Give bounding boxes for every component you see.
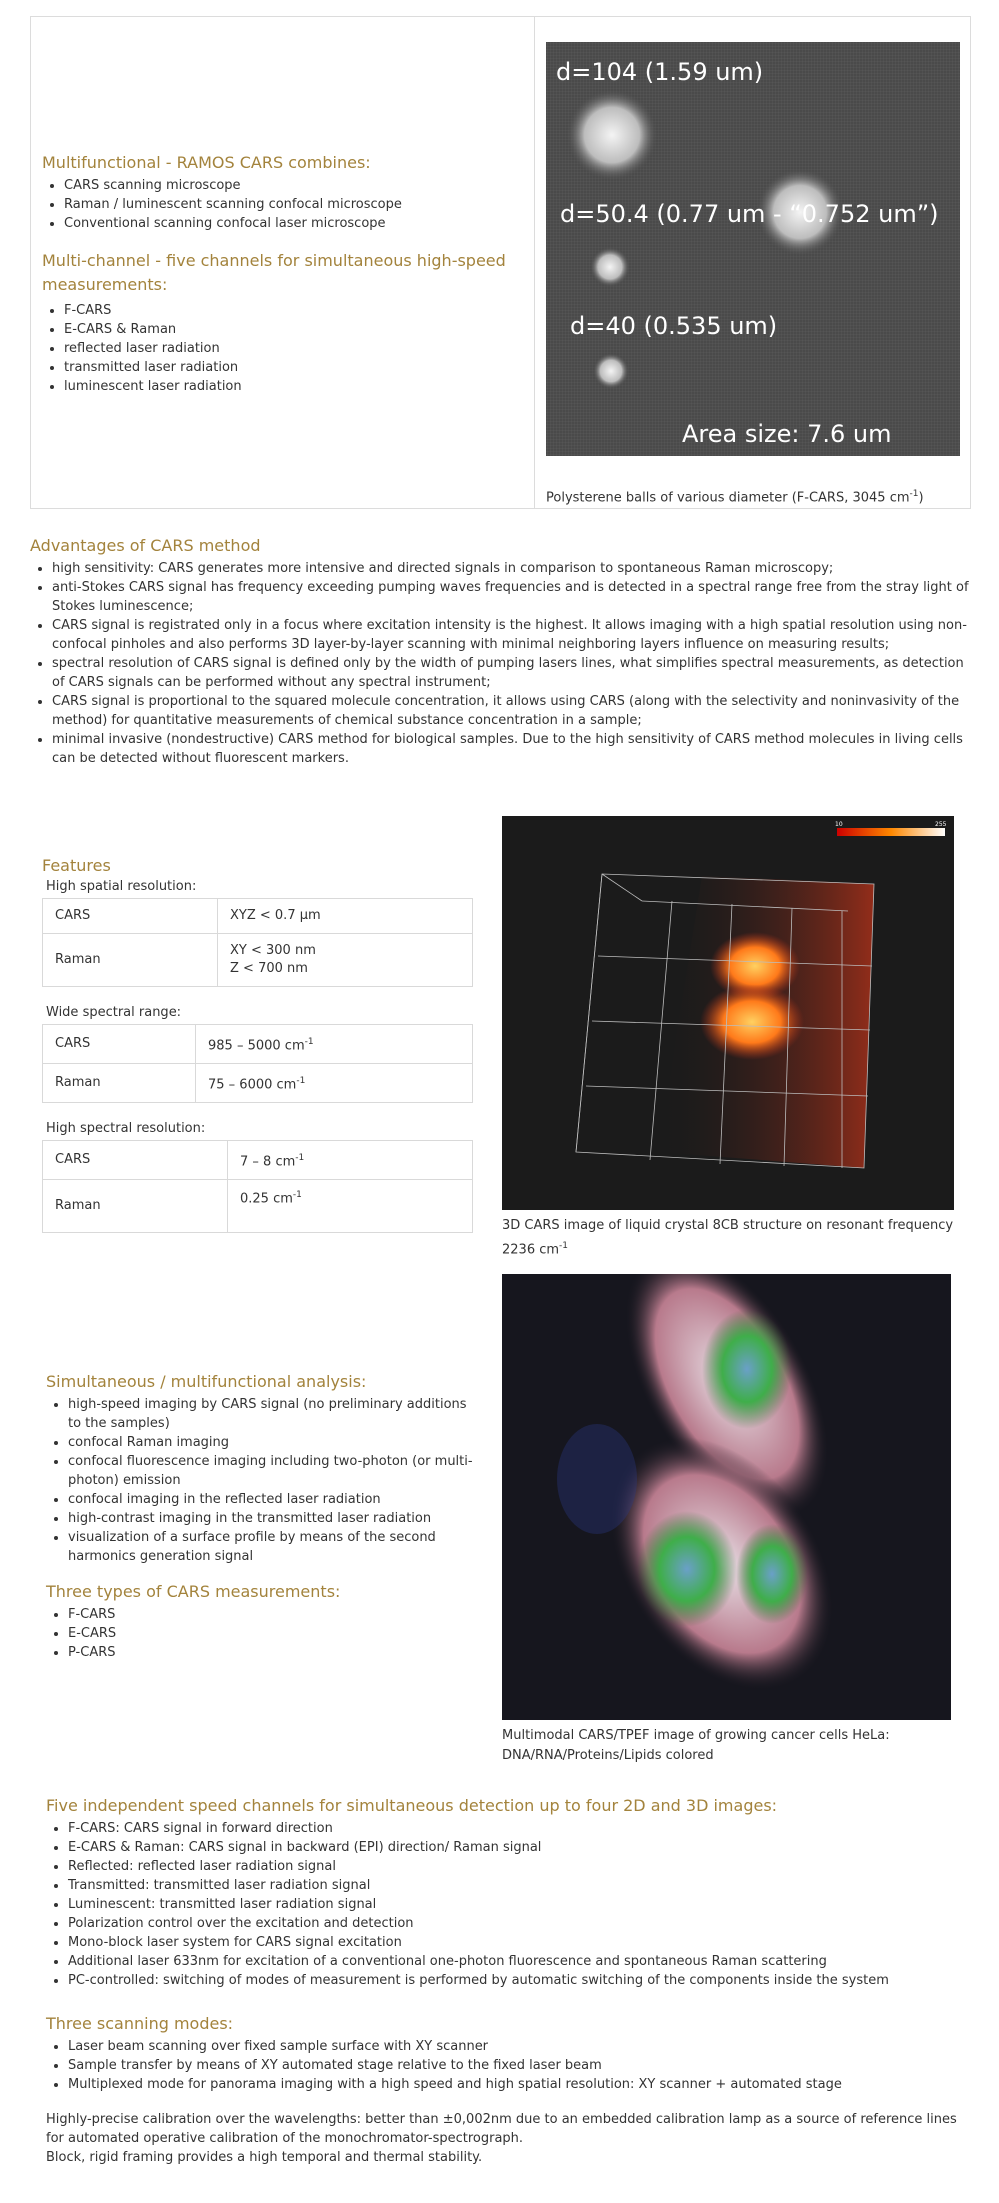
table-cell: Raman <box>43 1064 196 1103</box>
label-d50: d=50.4 (0.77 um - “0.752 um”) <box>560 200 939 228</box>
list-item: • luminescent laser radiation <box>64 377 512 396</box>
label-area-size: Area size: 7.6 um <box>682 420 892 448</box>
polystyrene-balls-figure <box>546 42 960 456</box>
list-item: • high-contrast imaging in the transmitted laser radiation <box>68 1509 482 1528</box>
scale-min-label: 10 <box>835 821 843 828</box>
scanning-section <box>46 2014 976 2094</box>
analysis-list <box>46 1395 482 1566</box>
label-d104: d=104 (1.59 um) <box>556 58 764 86</box>
raman-xy-value: XY < 300 nm <box>230 943 316 958</box>
ball-small <box>590 247 630 287</box>
list-item: • CARS signal is registrated only in a focus where excitation intensity is the highest. It allows imaging with a high spatial resolution using non-confocal pinholes and also performs 3D layer-by-layer scanning with minimal neighboring layers influence on measuring results; <box>52 616 975 654</box>
channels-section <box>46 1796 976 1990</box>
resolution-raman-value: 0.25 cm <box>240 1191 293 1207</box>
cars-3d-image <box>502 816 954 1210</box>
resolution-cars-value: 7 – 8 cm <box>240 1154 296 1170</box>
scanning-title: Three scanning modes: <box>46 2014 234 2033</box>
list-item: • Reflected: reflected laser radiation signal <box>68 1857 976 1876</box>
nucleus-top <box>702 1309 792 1429</box>
calibration-text: Highly-precise calibration over the wavelengths: better than ±0,002nm due to an embedded calibration lamp as a source of reference lines for automated operative calibration of the monochromator-spectrograph. <box>46 2112 957 2146</box>
list-item: • high-speed imaging by CARS signal (no preliminary additions to the samples) <box>68 1395 482 1433</box>
features-section <box>42 856 482 1233</box>
table-row <box>43 1064 473 1103</box>
table-cell: Raman <box>43 1180 228 1233</box>
list-item: • CARS scanning microscope <box>64 176 512 195</box>
polystyrene-balls-image <box>546 42 960 456</box>
list-item: • Mono-block laser system for CARS signal excitation <box>68 1933 976 1952</box>
channels-title: Five independent speed channels for simultaneous detection up to four 2D and 3D images: <box>46 1796 778 1815</box>
spatial-resolution-table <box>42 898 473 987</box>
list-item: • confocal Raman imaging <box>68 1433 482 1452</box>
balls-caption-sup: -1 <box>909 489 919 499</box>
table-cell <box>218 934 473 987</box>
table-cell <box>196 1025 473 1064</box>
list-item: • PC-controlled: switching of modes of measurement is performed by automatic switching of the components inside the system <box>68 1971 976 1990</box>
table-cell <box>228 1141 473 1180</box>
top-left-text <box>42 153 512 396</box>
table-cell: Raman <box>43 934 218 987</box>
list-item: • Laser beam scanning over fixed sample surface with XY scanner <box>68 2037 976 2056</box>
footer-text <box>46 2110 976 2167</box>
multichannel-title: Multi-channel - five channels for simultaneous high-speed measurements: <box>42 251 506 294</box>
balls-caption <box>546 484 966 508</box>
blue-membrane <box>557 1424 637 1534</box>
multichannel-list <box>42 301 512 396</box>
range-cars-value: 985 – 5000 cm <box>208 1038 305 1054</box>
list-item: • Transmitted: transmitted laser radiation signal <box>68 1876 976 1895</box>
list-item: • Conventional scanning confocal laser microscope <box>64 214 512 233</box>
list-item: • Additional laser 633nm for excitation of a conventional one-photon fluorescence and spontaneous Raman scattering <box>68 1952 976 1971</box>
unit-sup: -1 <box>296 1075 306 1086</box>
unit-sup: -1 <box>292 1190 302 1200</box>
ball-large <box>566 89 658 181</box>
list-item: • Polarization control over the excitation and detection <box>68 1914 976 1933</box>
list-item: • E-CARS & Raman <box>64 320 512 339</box>
cars-3d-caption-sup: -1 <box>559 1241 569 1251</box>
table-row <box>43 934 473 987</box>
table-cell <box>228 1180 473 1233</box>
list-item: • Raman / luminescent scanning confocal microscope <box>64 195 512 214</box>
list-item: • Sample transfer by means of XY automated stage relative to the fixed laser beam <box>68 2056 976 2075</box>
list-item: • E-CARS & Raman: CARS signal in backward (EPI) direction/ Raman signal <box>68 1838 976 1857</box>
advantages-section <box>30 536 975 768</box>
list-item: • E-CARS <box>68 1624 482 1643</box>
spectral-range-label: Wide spectral range: <box>46 1005 182 1020</box>
unit-sup: -1 <box>304 1036 314 1047</box>
spatial-resolution-label: High spatial resolution: <box>46 879 197 894</box>
table-row <box>43 1180 473 1233</box>
scanning-list <box>46 2037 976 2094</box>
list-item: • visualization of a surface profile by means of the second harmonics generation signal <box>68 1528 482 1566</box>
cars-3d-figure <box>502 816 954 1210</box>
list-item: • transmitted laser radiation <box>64 358 512 377</box>
nucleus-bottom-left <box>637 1511 737 1627</box>
list-item: • Luminescent: transmitted laser radiation signal <box>68 1895 976 1914</box>
advantages-list <box>30 559 975 768</box>
analysis-section <box>46 1372 482 1662</box>
table-cell: XYZ < 0.7 μm <box>218 899 473 934</box>
list-item: • reflected laser radiation <box>64 339 512 358</box>
table-cell: CARS <box>43 1141 228 1180</box>
cars-types-list <box>46 1605 482 1662</box>
ball-smallest <box>593 353 629 389</box>
balls-caption-text: Polysterene balls of various diameter (F-CARS, 3045 cm <box>546 490 910 506</box>
list-item: • Multiplexed mode for panorama imaging with a high speed and high spatial resolution: XY scanner + automated stage <box>68 2075 976 2094</box>
table-row <box>43 899 473 934</box>
raman-z-value: Z < 700 nm <box>230 961 308 976</box>
list-item: • high sensitivity: CARS generates more intensive and directed signals in comparison to spontaneous Raman microscopy; <box>52 559 975 578</box>
label-d40: d=40 (0.535 um) <box>570 312 778 340</box>
top-box-divider <box>534 16 535 509</box>
scale-max-label: 255 <box>935 821 947 828</box>
spectral-range-table <box>42 1024 473 1103</box>
unit-sup: -1 <box>295 1152 305 1163</box>
multifunctional-title: Multifunctional - RAMOS CARS combines: <box>42 153 371 172</box>
cars-3d-caption-text: 3D CARS image of liquid crystal 8CB structure on resonant frequency 2236 cm <box>502 1218 954 1258</box>
table-row <box>43 1141 473 1180</box>
range-raman-value: 75 – 6000 cm <box>208 1077 297 1093</box>
table-cell: CARS <box>43 899 218 934</box>
list-item: • F-CARS: CARS signal in forward direction <box>68 1819 976 1838</box>
list-item: • F-CARS <box>68 1605 482 1624</box>
list-item: • spectral resolution of CARS signal is defined only by the width of pumping lasers lines, what simplifies spectral measurements, as detection of CARS signals can be performed without any spectral instrument; <box>52 654 975 692</box>
list-item: • P-CARS <box>68 1643 482 1662</box>
list-item: • minimal invasive (nondestructive) CARS method for biological samples. Due to the high sensitivity of CARS method molecules in living cells can be detected without fluorescent markers. <box>52 730 975 768</box>
spectral-resolution-label: High spectral resolution: <box>46 1121 206 1136</box>
multifunctional-list <box>42 176 512 233</box>
list-item: • CARS signal is proportional to the squared molecule concentration, it allows using CARS (along with the selectivity and noninvasivity of the method) for quantitative measurements of chemical substance concentration in a sample; <box>52 692 975 730</box>
list-item: • confocal imaging in the reflected laser radiation <box>68 1490 482 1509</box>
balls-caption-end: ) <box>918 490 924 506</box>
table-row <box>43 1025 473 1064</box>
table-cell: CARS <box>43 1025 196 1064</box>
spectral-resolution-table <box>42 1140 473 1233</box>
advantages-title: Advantages of CARS method <box>30 536 261 555</box>
hela-cells-image <box>502 1274 951 1720</box>
list-item: • confocal fluorescence imaging including two-photon (or multi-photon) emission <box>68 1452 482 1490</box>
cars-3d-caption <box>502 1216 957 1260</box>
features-title: Features <box>42 856 111 875</box>
hela-caption: Multimodal CARS/TPEF image of growing cancer cells HeLa: DNA/RNA/Proteins/Lipids colored <box>502 1728 890 1763</box>
nucleus-bottom-right <box>736 1524 808 1624</box>
color-scale-bar <box>837 828 945 836</box>
table-cell <box>196 1064 473 1103</box>
list-item: • anti-Stokes CARS signal has frequency exceeding pumping waves frequencies and is detected in a spectral range free from the stray light of Stokes luminescence; <box>52 578 975 616</box>
framing-text: Block, rigid framing provides a high temporal and thermal stability. <box>46 2150 483 2165</box>
hela-cells-figure <box>502 1274 951 1720</box>
cars-types-title: Three types of CARS measurements: <box>46 1582 341 1601</box>
analysis-title: Simultaneous / multifunctional analysis: <box>46 1372 367 1391</box>
list-item: • F-CARS <box>64 301 512 320</box>
channels-list <box>46 1819 976 1990</box>
